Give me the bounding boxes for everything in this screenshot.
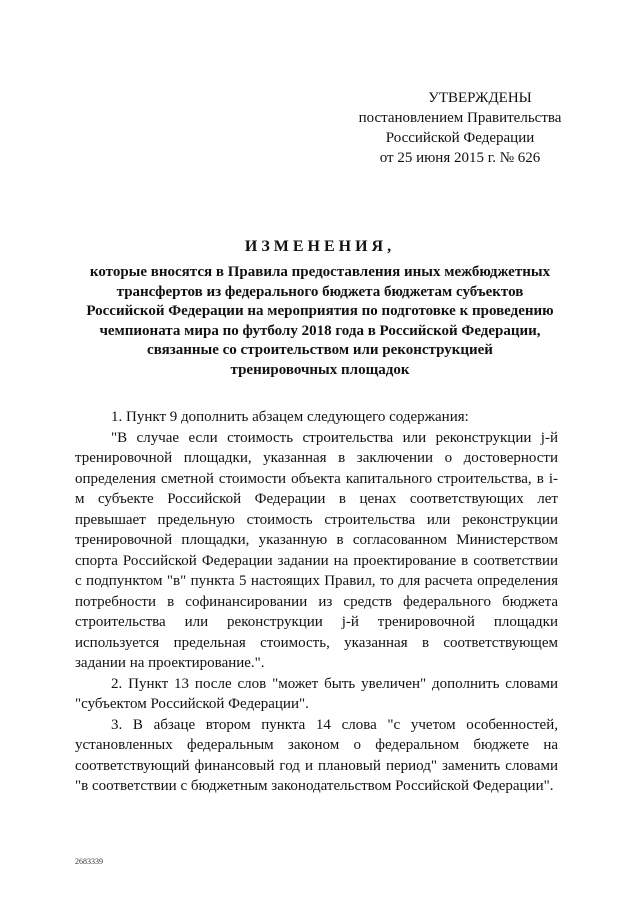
document-body [75,407,558,797]
subtitle-line: Российской Федерации на мероприятия по подготовке к проведению [86,303,554,319]
approval-head: УТВЕРЖДЕНЫ [428,90,532,106]
subtitle-line: которые вносятся в Правила предоставления иных межбюджетных [89,264,551,280]
subtitle-line: связанные со строительством или реконструкцией [147,342,493,358]
paragraph: 2. Пункт 13 после слов "может быть увеличен" дополнить словами "субъектом Российской Федерации". [75,675,558,712]
paragraph: 1. Пункт 9 дополнить абзацем следующего содержания: [111,409,469,425]
subtitle-line: трансфертов из федерального бюджета бюджетам субъектов [116,283,524,300]
document-code: 2683339 [75,857,103,866]
subtitle-line: чемпионата мира по футболу 2018 года в Российской Федерации, [99,322,541,339]
approval-block [330,88,590,168]
document-subtitle [60,263,580,380]
approval-line-1: постановлением Правительства [358,110,562,126]
paragraph: 3. В абзаце втором пункта 14 слова "с учетом особенностей, установленных федеральным законом о федеральном бюджете на соответствующий финансовый год и плановый период" заменить словами "в соответствии с бюджетным законодательством Российской Федерации". [75,716,558,794]
approval-line-3: от 25 июня 2015 г. № 626 [379,150,541,166]
subtitle-line: тренировочных площадок [230,361,410,378]
document-title: ИЗМЕНЕНИЯ, [244,238,396,255]
approval-line-2: Российской Федерации [385,130,535,146]
paragraph: "В случае если стоимость строительства или реконструкции j-й тренировочной площадки, указанная в заключении о достоверности определения сметной стоимости объекта капитального строительства, в i-м субъекте Российской Федерации в ценах соответствующих лет превышает предельную стоимость строительства или реконструкции тренировочной площадки, указанную в согласованном Министерством спорта Российской Федерации задании на проектирование в соответствии с подпунктом "в" пункта 5 настоящих Правил, то для расчета определения потребности в софинансировании из средств федерального бюджета строительства или реконструкции j-й тренировочной площадки используется предельная стоимость, указанная в соответствующем задании на проектирование.". [75,429,558,671]
